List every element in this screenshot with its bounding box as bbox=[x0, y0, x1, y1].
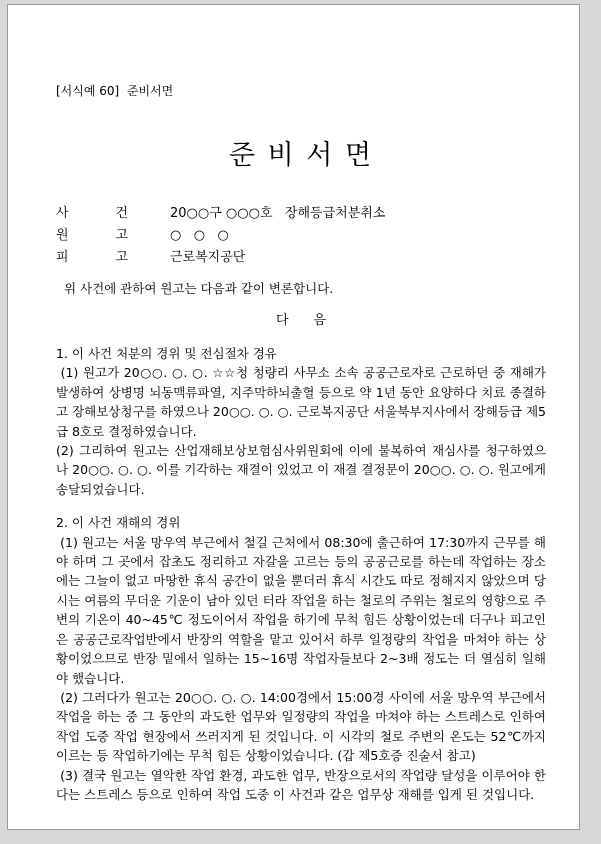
form-number-label: [서식예 60] 준비서면 bbox=[56, 84, 174, 98]
plaintiff-value: ○ ○ ○ bbox=[170, 228, 229, 243]
section-1 bbox=[56, 344, 550, 499]
document-page bbox=[7, 4, 580, 830]
daum-heading: 다 음 bbox=[276, 312, 326, 328]
section-2-paragraph-1: (1) 원고는 서울 망우역 부근에서 철길 근처에서 08:30에 출근하여 17:30까지 근무를 해야 하며 그 곳에서 잡초도 정리하고 자갈을 고르는 등의 공공근로를 하는데 작업하는 장소에는 그늘이 없고 마땅한 휴식 공간이 없을 뿐더러 휴식 시간도 따로 정해지지 않았으며 당시는 여름의 무더운 기운이 남아 있던 터라 작업을 하는 철로의 주위는 철로의 영향으로 주변의 기온이 40~45℃ 정도이어서 작업을 하기에 무척 힘든 상황이었는데 더구나 피고인은 공공근로작업반에서 반장의 역할을 맡고 있어서 하루 일정량의 작업을 마쳐야 하는 상황이었으므로 반장 밑에서 일하는 15~16명 작업자들보다 2~3배 정도는 더 열심히 일해야 했습니다. bbox=[56, 534, 546, 686]
case-label bbox=[56, 203, 128, 225]
case-row-case-number bbox=[56, 203, 546, 225]
case-label-char: 사 bbox=[56, 206, 69, 221]
defendant-value: 근로복지공단 bbox=[170, 250, 246, 265]
section-2 bbox=[56, 513, 550, 804]
case-info-block bbox=[56, 203, 546, 269]
case-number-value: 20○○구 ○○○호 장해등급처분취소 bbox=[170, 206, 386, 221]
document-content bbox=[56, 5, 550, 804]
section-1-paragraph-1: (1) 원고가 20○○. ○. ○. ☆☆청 청량리 사무소 소속 공공근로자로 근로하던 중 재해가 발생하여 상병명 뇌동맥류파열, 지주막하뇌출혈 등으로 약 1년 동안 요양하다 치료 종결하고 장해보상청구를 하였으나 20○○. ○. ○. 근로복지공단 서울북부지사에서 장해등급 제5급 8호로 결정하였습니다. bbox=[56, 365, 550, 439]
case-row-plaintiff bbox=[56, 225, 546, 247]
section-1-paragraph-2: (2) 그리하여 원고는 산업재해보상보험심사위원회에 이에 불복하여 재심사를 청구하였으나 20○○. ○. ○. 이를 기각하는 재결이 있었고 이 재결 결정문이 20○○. ○. ○. 원고에게 송달되었습니다. bbox=[56, 443, 550, 497]
section-2-heading: 2. 이 사건 재해의 경위 bbox=[56, 515, 181, 531]
intro-statement: 위 사건에 관하여 원고는 다음과 같이 변론합니다. bbox=[56, 281, 334, 296]
case-label-char: 원 bbox=[56, 228, 69, 243]
case-label-char: 건 bbox=[115, 206, 128, 221]
section-1-heading: 1. 이 사건 처분의 경위 및 전심절차 경유 bbox=[56, 346, 277, 361]
case-label bbox=[56, 247, 128, 269]
section-2-paragraph-2: (2) 그러다가 원고는 20○○. ○. ○. 14:00경에서 15:00경 사이에 서울 망우역 부근에서 작업을 하는 중 그 동안의 과도한 업무와 일정량의 작업을 마쳐야 하는 스트레스로 인하여 작업 도중 작업 현장에서 쓰러지게 된 것입니다. 이 시각의 철로 주변의 온도는 52℃까지 이르는 등 작업하기에는 무척 힘든 상황이었습니다. (갑 제5호증 진술서 참고) bbox=[56, 689, 550, 764]
case-label bbox=[56, 225, 128, 247]
case-label-char: 피 bbox=[56, 250, 69, 265]
case-label-char: 고 bbox=[115, 228, 128, 243]
case-label-char: 고 bbox=[115, 250, 128, 265]
section-2-paragraph-3: (3) 결국 원고는 열악한 작업 환경, 과도한 업무, 반장으로서의 작업량 달성을 이루어야 한다는 스트레스 등으로 인하여 작업 도중 이 사건과 같은 업무상 재해를 입게 된 것입니다. bbox=[56, 767, 546, 802]
document-title: 준 비 서 면 bbox=[228, 140, 374, 171]
case-row-defendant bbox=[56, 247, 546, 269]
